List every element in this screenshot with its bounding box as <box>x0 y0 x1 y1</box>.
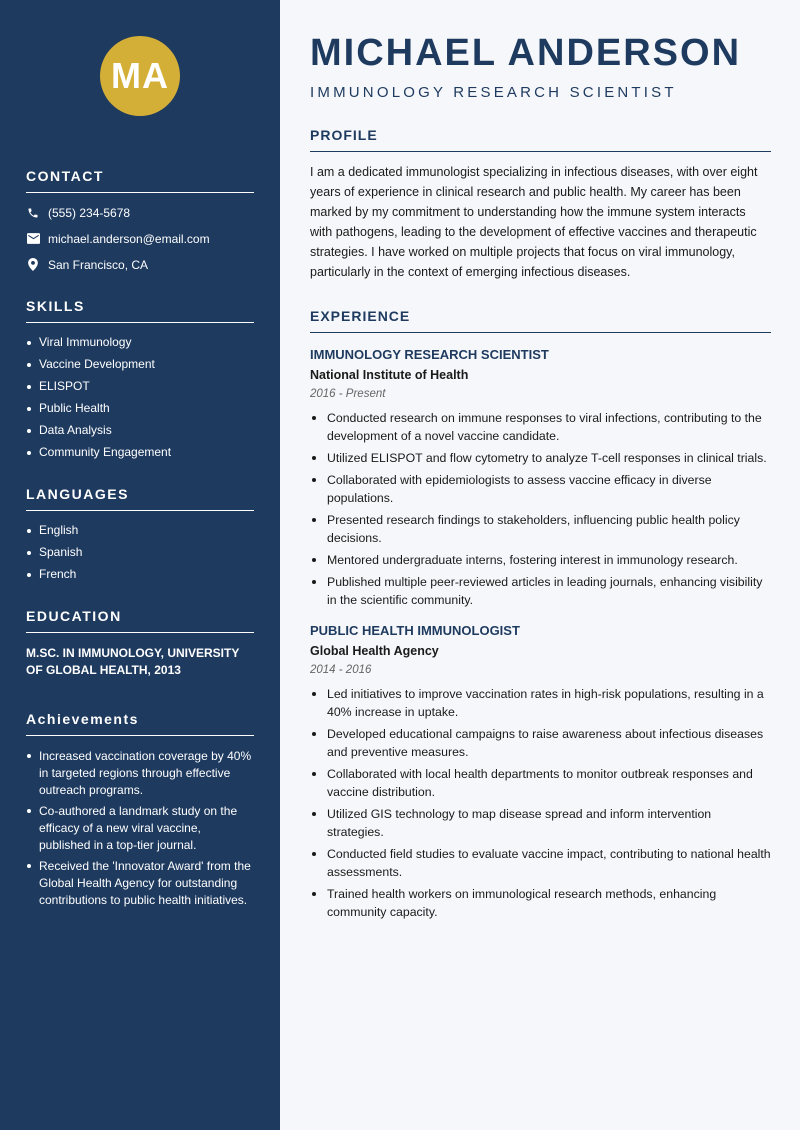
list-item: Conducted research on immune responses to viral infections, contributing to the development of a novel vaccine candidate. <box>310 409 771 445</box>
job-company: National Institute of Health <box>310 368 469 382</box>
list-item: English <box>26 523 254 538</box>
list-item: Vaccine Development <box>26 357 254 372</box>
sidebar <box>0 0 280 1130</box>
avatar: MA <box>100 36 180 116</box>
list-item: Co-authored a landmark study on the efficacy of a new viral vaccine, published in a top-tier journal. <box>26 803 254 854</box>
main-content <box>280 0 800 1130</box>
experience-heading: EXPERIENCE <box>310 308 771 333</box>
skills-list <box>26 335 254 460</box>
list-item: Collaborated with epidemiologists to assess vaccine efficacy in diverse populations. <box>310 471 771 507</box>
achievements-section <box>26 711 254 909</box>
contact-heading: CONTACT <box>26 168 254 193</box>
job-entry <box>310 623 771 921</box>
list-item: ELISPOT <box>26 379 254 394</box>
list-item: Spanish <box>26 545 254 560</box>
location-text: San Francisco, CA <box>48 257 149 272</box>
job-title: PUBLIC HEALTH IMMUNOLOGIST <box>310 623 520 638</box>
list-item: Developed educational campaigns to raise awareness about infectious diseases and preventive measures. <box>310 725 771 761</box>
education-degree: M.SC. IN IMMUNOLOGY, UNIVERSITY OF GLOBAL HEALTH, 2013 <box>26 646 240 677</box>
list-item: Published multiple peer-reviewed articles in leading journals, enhancing visibility in the scientific community. <box>310 573 771 609</box>
languages-section <box>26 486 254 582</box>
education-section <box>26 608 254 679</box>
job-dates: 2014 - 2016 <box>310 664 372 676</box>
languages-list <box>26 523 254 582</box>
job-title: IMMUNOLOGY RESEARCH SCIENTIST <box>310 347 549 362</box>
list-item: Presented research findings to stakeholders, influencing public health policy decisions. <box>310 511 771 547</box>
list-item: Mentored undergraduate interns, fostering interest in immunology research. <box>310 551 771 569</box>
avatar-container <box>26 36 254 116</box>
list-item: Community Engagement <box>26 445 254 460</box>
list-item: Utilized GIS technology to map disease spread and inform intervention strategies. <box>310 805 771 841</box>
contact-section <box>26 168 254 272</box>
achievements-heading: Achievements <box>26 711 254 736</box>
job-bullets <box>310 409 771 609</box>
list-item: Received the 'Innovator Award' from the Global Health Agency for outstanding contributions to public health initiatives. <box>26 858 254 909</box>
candidate-title: IMMUNOLOGY RESEARCH SCIENTIST <box>310 84 677 101</box>
skills-section <box>26 298 254 460</box>
phone-icon <box>26 206 40 220</box>
list-item: Led initiatives to improve vaccination rates in high-risk populations, resulting in a 40% increase in uptake. <box>310 685 771 721</box>
contact-email <box>26 231 254 246</box>
list-item: Collaborated with local health departments to monitor outbreak responses and vaccine distribution. <box>310 765 771 801</box>
skills-heading: SKILLS <box>26 298 254 323</box>
list-item: Increased vaccination coverage by 40% in targeted regions through effective outreach programs. <box>26 748 254 799</box>
email-link[interactable]: michael.anderson@email.com <box>48 231 210 246</box>
languages-heading: LANGUAGES <box>26 486 254 511</box>
profile-section <box>310 127 771 282</box>
list-item: Data Analysis <box>26 423 254 438</box>
location-icon <box>26 258 40 272</box>
candidate-name: MICHAEL ANDERSON <box>310 32 742 74</box>
achievements-list <box>26 748 254 909</box>
list-item: Public Health <box>26 401 254 416</box>
list-item: Conducted field studies to evaluate vaccine impact, contributing to national health assessments. <box>310 845 771 881</box>
job-dates: 2016 - Present <box>310 388 386 400</box>
job-entry <box>310 347 771 609</box>
job-company: Global Health Agency <box>310 644 439 658</box>
list-item: Utilized ELISPOT and flow cytometry to analyze T-cell responses in clinical trials. <box>310 449 771 467</box>
email-icon <box>26 232 40 246</box>
education-heading: EDUCATION <box>26 608 254 633</box>
list-item: French <box>26 567 254 582</box>
list-item: Viral Immunology <box>26 335 254 350</box>
job-bullets <box>310 685 771 921</box>
profile-heading: PROFILE <box>310 127 771 152</box>
contact-location <box>26 257 254 272</box>
list-item: Trained health workers on immunological research methods, enhancing community capacity. <box>310 885 771 921</box>
contact-phone <box>26 205 254 220</box>
phone-text: (555) 234-5678 <box>48 205 131 220</box>
profile-text: I am a dedicated immunologist specializing in infectious diseases, with over eight years of experience in clinical research and public health. My career has been marked by my commitment to understanding how the immune system interacts with pathogens, leading to the development of effective vaccines and therapeutic strategies. I have worked on multiple projects that focus on viral immunology, particularly in the context of emerging infectious diseases. <box>310 165 758 279</box>
experience-section <box>310 308 771 921</box>
